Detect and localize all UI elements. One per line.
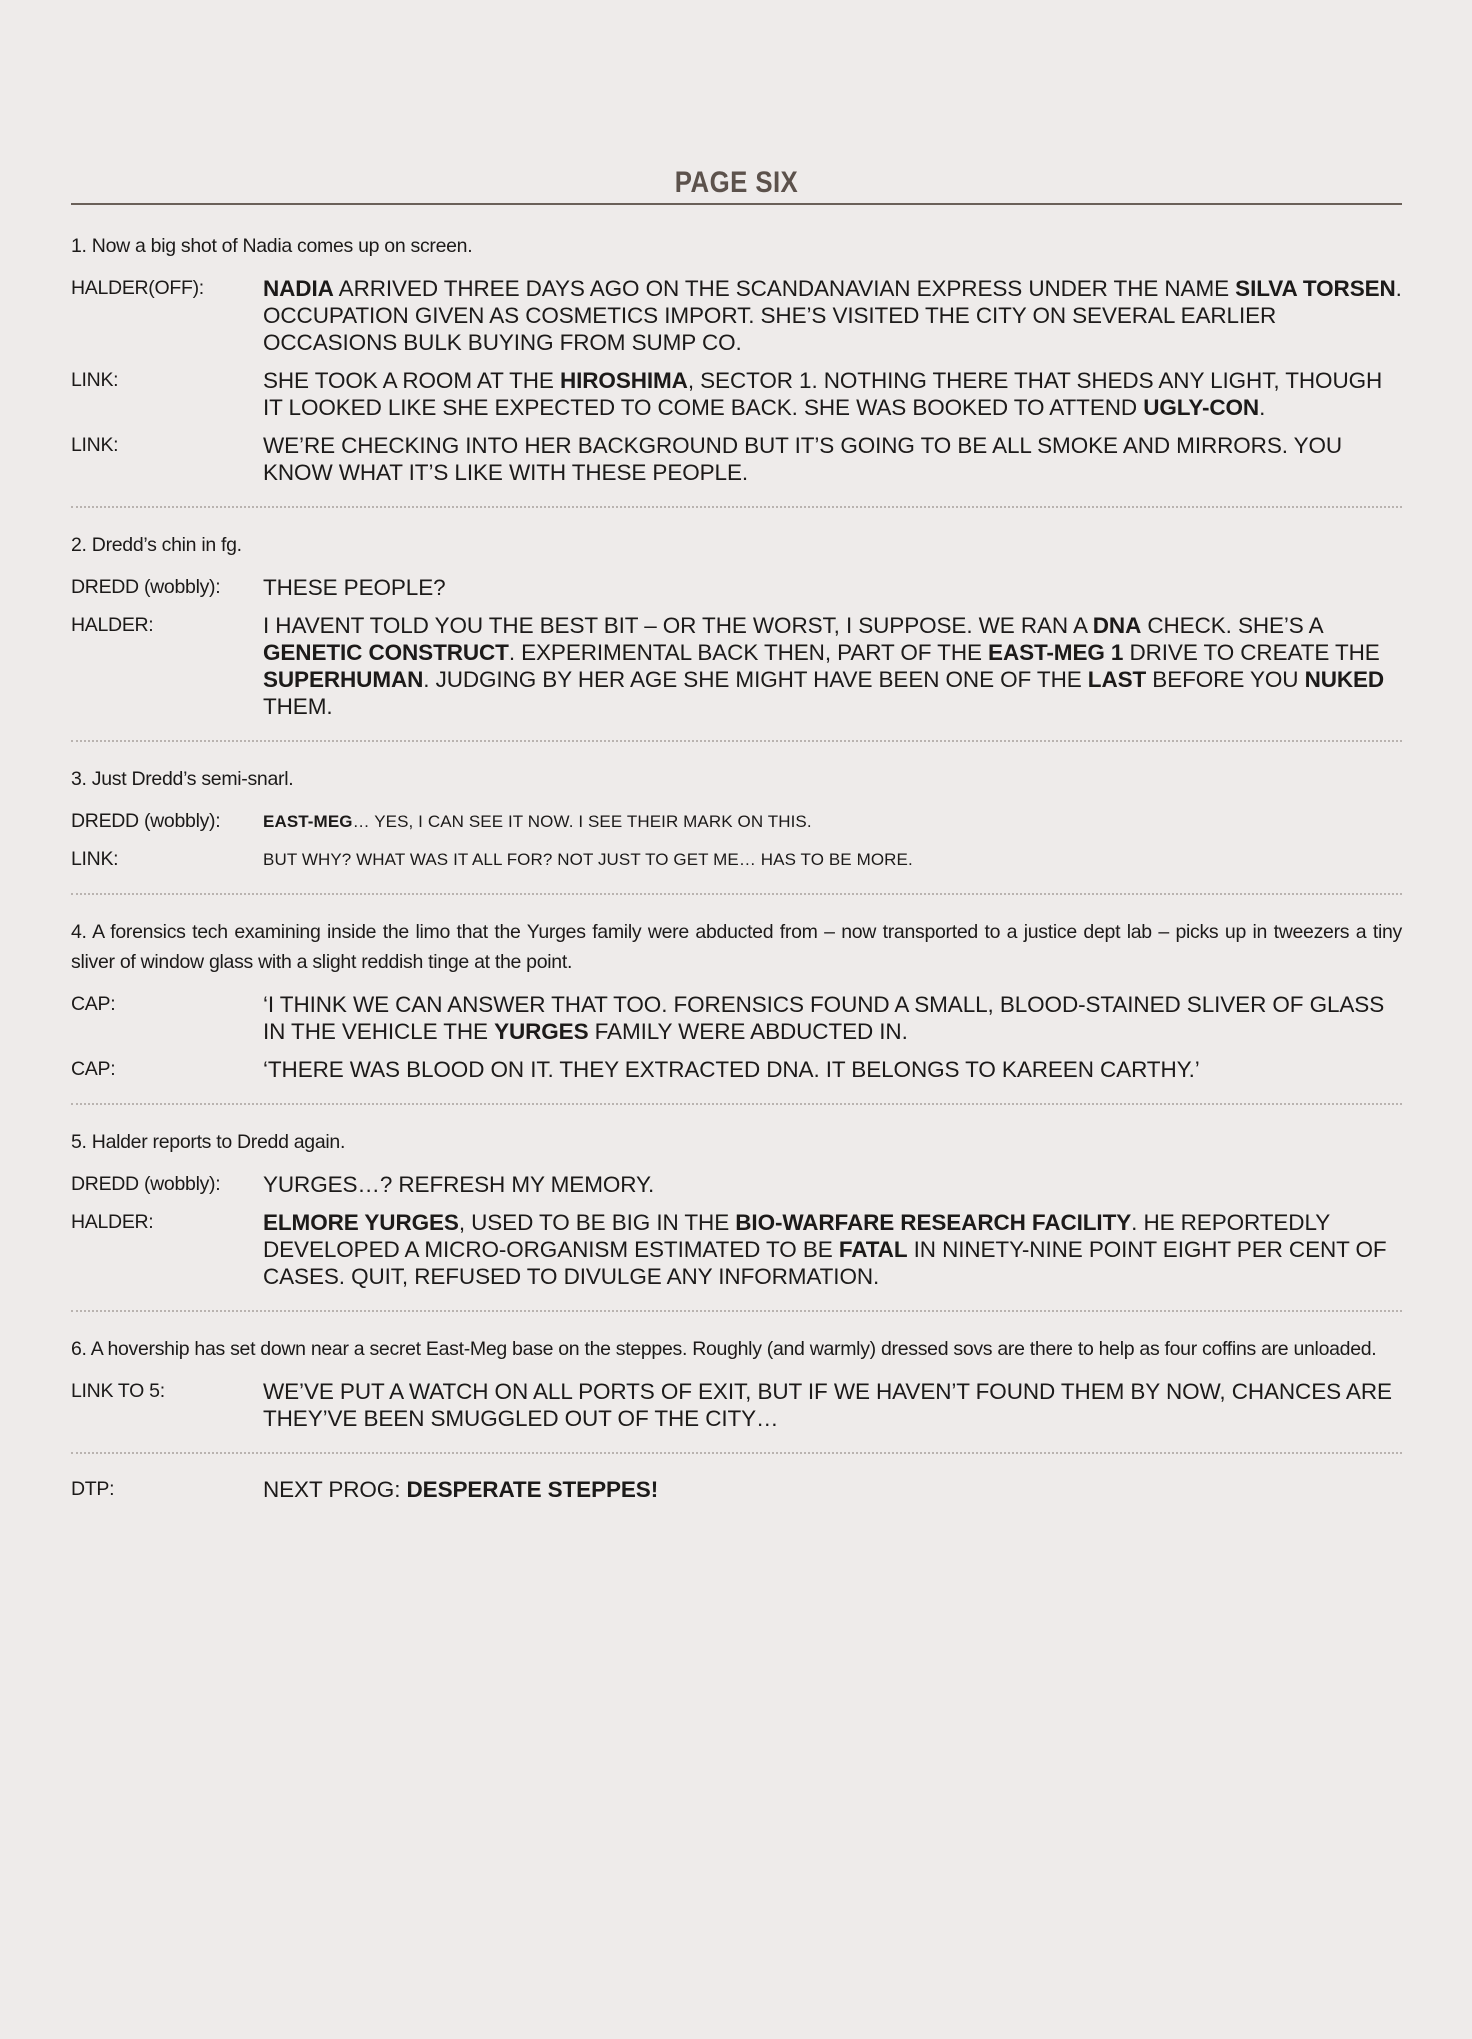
speech-segment: . HE REPORTEDLY DEVELOPED A MICRO-ORGANISM ESTIMATED TO BE <box>263 1210 1330 1262</box>
speech-emphasis: NADIA <box>263 276 334 301</box>
speech-segment: WE’RE CHECKING INTO HER BACKGROUND BUT IT’S GOING TO BE ALL SMOKE AND MIRRORS. YOU KNOW WHAT IT’S LIKE WITH THESE PEOPLE. <box>263 433 1343 485</box>
dialogue-line <box>71 1378 1402 1432</box>
speech-segment: … YES, I CAN SEE IT NOW. I SEE THEIR MARK ON THIS. <box>352 812 812 831</box>
speech-segment: THESE PEOPLE? <box>263 575 446 600</box>
speech-segment: DRIVE TO CREATE THE <box>1123 640 1380 665</box>
speaker-label: CAP: <box>71 1058 116 1080</box>
speech-text <box>263 612 1402 720</box>
speech-text <box>263 846 1402 873</box>
panel-description: 1. Now a big shot of Nadia comes up on screen. <box>71 235 473 257</box>
speech-emphasis: EAST-MEG 1 <box>988 640 1124 665</box>
speech-segment: CHECK. SHE’S A <box>1141 613 1323 638</box>
dialogue-line <box>71 808 1402 835</box>
speech-text <box>263 1056 1402 1083</box>
dialogue-line <box>71 1056 1402 1083</box>
speech-segment: IN NINETY-NINE POINT EIGHT PER CENT OF CASES. QUIT, REFUSED TO DIVULGE ANY INFORMATION. <box>263 1237 1387 1289</box>
speaker-label: CAP: <box>71 993 116 1015</box>
speech-segment: WE’VE PUT A WATCH ON ALL PORTS OF EXIT, BUT IF WE HAVEN’T FOUND THEM BY NOW, CHANCES ARE THEY’VE BEEN SMUGGLED OUT OF THE CITY… <box>263 1379 1392 1431</box>
speech-segment: NEXT PROG: <box>263 1477 407 1502</box>
dialogue-line <box>71 275 1402 356</box>
panel-4 <box>71 917 1402 1083</box>
speech-emphasis: HIROSHIMA <box>559 368 688 393</box>
speech-text <box>263 1209 1402 1290</box>
dialogue-line <box>71 1209 1402 1290</box>
speaker-label: DTP: <box>71 1478 115 1500</box>
speaker-label: LINK: <box>71 369 119 391</box>
panel-separator <box>71 1452 1402 1454</box>
speech-text <box>263 574 1402 601</box>
speech-emphasis: YURGES <box>494 1019 589 1044</box>
speech-segment: BEFORE YOU <box>1146 667 1305 692</box>
speech-emphasis: BIO-WARFARE RESEARCH FACILITY <box>735 1210 1132 1235</box>
speech-emphasis: FATAL <box>838 1237 908 1262</box>
speech-segment: ARRIVED THREE DAYS AGO ON THE SCANDANAVIAN EXPRESS UNDER THE NAME <box>333 276 1236 301</box>
speech-emphasis: DNA <box>1092 613 1142 638</box>
speech-text <box>263 1378 1402 1432</box>
speaker-label: DREDD (wobbly): <box>71 576 221 598</box>
speech-segment: . <box>1259 395 1266 420</box>
speech-text <box>263 432 1402 486</box>
speech-segment: BUT WHY? WHAT WAS IT ALL FOR? NOT JUST TO GET ME… HAS TO BE MORE. <box>263 850 913 869</box>
panel-description: 2. Dredd’s chin in fg. <box>71 534 242 556</box>
speech-emphasis: ELMORE YURGES <box>263 1210 459 1235</box>
speech-segment: ‘THERE WAS BLOOD ON IT. THEY EXTRACTED DNA. IT BELONGS TO KAREEN CARTHY.’ <box>263 1057 1200 1082</box>
speech-segment: , USED TO BE BIG IN THE <box>458 1210 736 1235</box>
speech-text <box>263 275 1402 356</box>
speaker-label: DREDD (wobbly): <box>71 810 221 832</box>
dialogue-line <box>71 846 1402 873</box>
speech-segment: FAMILY WERE ABDUCTED IN. <box>588 1019 908 1044</box>
dialogue-line <box>71 1171 1402 1198</box>
speech-text <box>263 991 1402 1045</box>
panel-separator <box>71 740 1402 742</box>
speech-text <box>263 1476 1402 1503</box>
speech-segment: THEM. <box>263 694 333 719</box>
speech-segment: . EXPERIMENTAL BACK THEN, PART OF THE <box>508 640 989 665</box>
speech-emphasis: UGLY-CON <box>1143 395 1260 420</box>
panel-3 <box>71 764 1402 873</box>
dialogue-line <box>71 1476 1402 1503</box>
dialogue-line <box>71 432 1402 486</box>
speech-text <box>263 808 1402 835</box>
panel-description: 3. Just Dredd’s semi-snarl. <box>71 768 294 790</box>
dialogue-line <box>71 991 1402 1045</box>
speech-segment: . JUDGING BY HER AGE SHE MIGHT HAVE BEEN ONE OF THE <box>423 667 1088 692</box>
speaker-label: LINK: <box>71 848 119 870</box>
panel-5 <box>71 1127 1402 1290</box>
panel-7 <box>71 1476 1402 1503</box>
panel-separator <box>71 1103 1402 1105</box>
speech-segment: , SECTOR 1. NOTHING THERE THAT SHEDS ANY LIGHT, THOUGH IT LOOKED LIKE SHE EXPECTED TO COME BACK. SHE WAS BOOKED TO ATTEND <box>263 368 1383 420</box>
panel-separator <box>71 506 1402 508</box>
speech-emphasis: SUPERHUMAN <box>263 667 424 692</box>
page-title: PAGE SIX <box>674 166 799 199</box>
speaker-label: DREDD (wobbly): <box>71 1173 221 1195</box>
dialogue-line <box>71 574 1402 601</box>
panel-1 <box>71 231 1402 486</box>
speech-segment: . OCCUPATION GIVEN AS COSMETICS IMPORT. SHE’S VISITED THE CITY ON SEVERAL EARLIER OCCASIONS BULK BUYING FROM SUMP CO. <box>263 276 1402 355</box>
speech-segment: ‘I THINK WE CAN ANSWER THAT TOO. FORENSICS FOUND A SMALL, BLOOD-STAINED SLIVER OF GLASS IN THE VEHICLE THE <box>263 992 1385 1044</box>
speech-segment: YURGES…? REFRESH MY MEMORY. <box>263 1172 655 1197</box>
speech-segment: I HAVENT TOLD YOU THE BEST BIT – OR THE WORST, I SUPPOSE. WE RAN A <box>263 613 1093 638</box>
dialogue-line <box>71 612 1402 720</box>
speech-emphasis: GENETIC CONSTRUCT <box>263 640 509 665</box>
panel-description: 6. A hovership has set down near a secret East-Meg base on the steppes. Roughly (and warmly) dressed sovs are there to help as four coffins are unloaded. <box>71 1338 1377 1360</box>
speech-emphasis: SILVA TORSEN <box>1235 276 1396 301</box>
speaker-label: LINK TO 5: <box>71 1380 165 1402</box>
speech-text <box>263 1171 1402 1198</box>
speech-emphasis: NUKED <box>1304 667 1385 692</box>
panel-description: 5. Halder reports to Dredd again. <box>71 1131 346 1153</box>
speaker-label: HALDER: <box>71 1211 154 1233</box>
speech-emphasis: DESPERATE STEPPES! <box>406 1477 659 1502</box>
panel-2 <box>71 530 1402 720</box>
title-rule <box>71 203 1402 205</box>
speaker-label: HALDER: <box>71 614 154 636</box>
speech-text <box>263 367 1402 421</box>
dialogue-line <box>71 367 1402 421</box>
speech-emphasis: EAST-MEG <box>263 812 353 831</box>
speaker-label: LINK: <box>71 434 119 456</box>
speaker-label: HALDER(OFF): <box>71 277 204 299</box>
script-page <box>71 165 1402 1514</box>
panel-separator <box>71 1310 1402 1312</box>
panel-separator <box>71 893 1402 895</box>
speech-emphasis: LAST <box>1087 667 1147 692</box>
speech-segment: SHE TOOK A ROOM AT THE <box>263 368 560 393</box>
panel-description: 4. A forensics tech examining inside the limo that the Yurges family were abducted from – now transported to a justice dept lab – picks up in tweezers a tiny sliver of window glass with a slight reddish tinge at the point. <box>71 921 1402 973</box>
panel-list <box>71 231 1402 1503</box>
panel-6 <box>71 1334 1402 1432</box>
